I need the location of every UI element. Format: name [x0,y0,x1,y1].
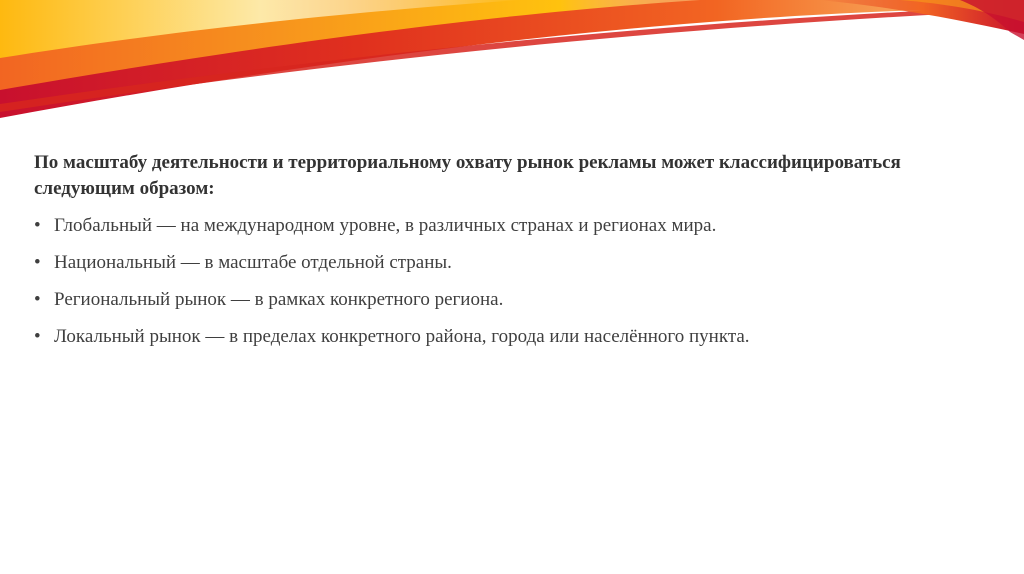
list-item [34,250,974,276]
decorative-wave-banner [0,0,1024,130]
bullet-icon: • [34,215,41,236]
slide-body [34,150,974,350]
bullet-icon: • [34,326,41,347]
list-item [34,213,974,239]
list-item [34,324,974,350]
list-item-text: Локальный рынок — в пределах конкретного района, города или населённого пункта. [54,326,750,347]
bullet-icon: • [34,252,41,273]
list-item-text: Национальный — в масштабе отдельной страны. [54,252,452,273]
list-item [34,287,974,313]
bullet-icon: • [34,289,41,310]
intro-text: По масштабу деятельности и территориальному охвату рынок рекламы может классифицироваться следующим образом: [34,152,901,199]
list-item-text: Глобальный — на международном уровне, в различных странах и регионах мира. [54,215,717,236]
list-item-text: Региональный рынок — в рамках конкретного региона. [54,289,504,310]
bullet-list [34,213,974,350]
